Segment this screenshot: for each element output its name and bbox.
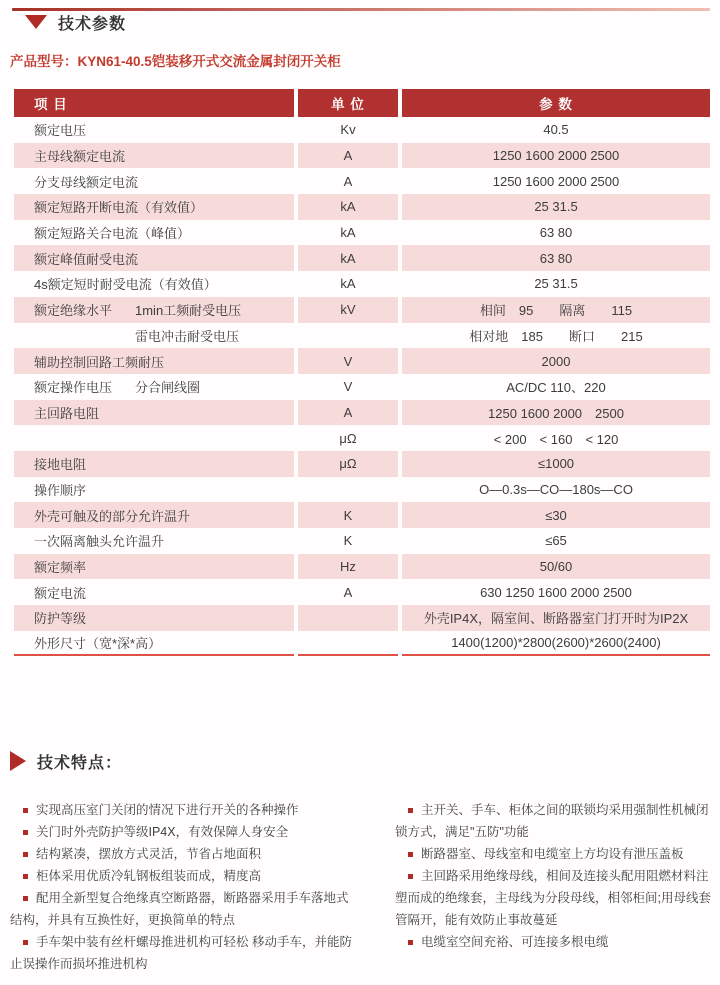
table-row: [14, 323, 706, 349]
table-row: [14, 631, 706, 657]
item-label: 额定操作电压: [34, 380, 113, 396]
cell-param: 25 31.5: [534, 276, 578, 292]
cell-param: 相对地 185 断口 215: [469, 328, 643, 344]
cell-item: [14, 323, 294, 349]
cell-param: ≤1000: [402, 451, 710, 477]
feature-item: 配用全新型复合绝缘真空断路器，断路器采用手车落地式结构，并具有互换性好，更换简单的特点: [10, 891, 349, 928]
cell-param: 1400(1200)*2800(2600)*2600(2400): [402, 631, 710, 657]
feature-item: 主开关、手车、柜体之间的联锁均采用强制性机械闭锁方式，满足"五防"功能: [395, 803, 709, 840]
cell-unit: Hz: [298, 554, 398, 580]
item-sublabel: 分合闸线圈: [135, 380, 201, 396]
cell-param: 相间 95 隔离 115: [402, 297, 710, 323]
bullet-square-icon: [23, 808, 28, 813]
table-row: [14, 425, 706, 451]
cell-param: 2000: [402, 348, 710, 374]
cell-unit: A: [343, 173, 353, 189]
feature-item: 主回路采用绝缘母线，相间及连接头配用阻燃材料注塑而成的绝缘套，主母线为分段母线，相邻柜间;用母线套管隔开，能有效防止事故蔓延: [395, 869, 711, 928]
feature-item: 柜体采用优质冷轧钢板组装而成，精度高: [10, 865, 360, 887]
bullet-square-icon: [408, 874, 413, 879]
cell-unit: K: [298, 502, 398, 528]
cell-param: 63 80: [402, 245, 710, 271]
table-row: [14, 400, 706, 426]
cell-param: ≤30: [402, 502, 710, 528]
cell-param: 1250 1600 2000 2500: [402, 400, 710, 426]
feature-item: 实现高压室门关闭的情况下进行开关的各种操作: [10, 799, 360, 821]
cell-unit: kA: [340, 276, 356, 292]
cell-param: 1250 1600 2000 2500: [402, 143, 710, 169]
cell-unit: A: [298, 400, 398, 426]
table-row: [14, 220, 706, 246]
cell-param: O—0.3s—CO—180s—CO: [479, 481, 633, 497]
cell-unit: V: [343, 379, 353, 395]
cell-item: 防护等级: [14, 605, 294, 631]
item-sublabel: 雷电冲击耐受电压: [135, 328, 240, 344]
cell-item: 额定频率: [14, 554, 294, 580]
cell-item: 额定电流: [34, 585, 87, 601]
col-header-item: 项 目: [14, 89, 294, 117]
product-model: 产品型号：KYN61-40.5铠装移开式交流金属封闭开关柜: [10, 54, 341, 69]
cell-param: 1250 1600 2000 2500: [492, 173, 620, 189]
bullet-square-icon: [408, 808, 413, 813]
table-row: [14, 374, 706, 400]
bullet-square-icon: [23, 940, 28, 945]
table-row: [14, 117, 706, 143]
table-row: [14, 605, 706, 631]
tech-params-section-header: [25, 11, 720, 33]
cell-item: 额定峰值耐受电流: [14, 245, 294, 271]
cell-unit: kA: [298, 245, 398, 271]
cell-item: [14, 297, 294, 323]
cell-item: 外形尺寸（宽*深*高）: [14, 631, 294, 657]
cell-item: 额定短路关合电流（峰值）: [34, 226, 191, 242]
tech-features-section-header: [10, 750, 720, 772]
table-row: [14, 168, 706, 194]
triangle-down-icon: [25, 15, 47, 29]
table-body: [14, 117, 706, 656]
feature-item: 手车架中装有丝杆螺母推进机构可轻松 移动手车，并能防止误操作而损坏推进机构: [10, 935, 352, 972]
cell-param: 50/60: [402, 554, 710, 580]
feature-item: 结构紧凑，摆放方式灵活，节省占地面积: [10, 843, 360, 865]
triangle-right-icon: [10, 751, 26, 771]
cell-unit: kA: [298, 194, 398, 220]
cell-item: 主母线额定电流: [14, 143, 294, 169]
cell-param: AC/DC 110、220: [506, 380, 606, 396]
bullet-square-icon: [23, 874, 28, 879]
col-header-unit: 单 位: [298, 89, 398, 117]
table-row: [14, 528, 706, 554]
cell-param: 63 80: [539, 225, 573, 241]
col-header-param: 参 数: [402, 89, 710, 117]
parameters-table: [14, 89, 706, 656]
cell-param: 630 1250 1600 2000 2500: [480, 584, 632, 600]
cell-item: 辅助控制回路工频耐压: [14, 348, 294, 374]
cell-unit: [298, 605, 398, 631]
cell-item: [14, 425, 294, 451]
table-row: [14, 245, 706, 271]
cell-item: 分支母线额定电流: [34, 174, 139, 190]
cell-unit: A: [343, 584, 353, 600]
bullet-square-icon: [23, 852, 28, 857]
cell-unit: μΩ: [339, 430, 357, 446]
table-row: [14, 348, 706, 374]
cell-unit: V: [298, 348, 398, 374]
cell-item: 额定电压: [34, 123, 87, 139]
cell-param: 40.5: [543, 122, 569, 138]
tech-params-title: 技术参数: [58, 15, 127, 33]
features-columns: [10, 799, 720, 975]
table-row: [14, 502, 706, 528]
cell-param: 25 31.5: [402, 194, 710, 220]
feature-item: 断路器室、母线室和电缆室上方均设有泄压盖板: [395, 843, 715, 865]
cell-item: 额定短路开断电流（有效值）: [14, 194, 294, 220]
bullet-square-icon: [23, 896, 28, 901]
cell-item: 主回路电阻: [14, 400, 294, 426]
feature-item: 电缆室空间充裕、可连接多根电缆: [395, 931, 715, 953]
table-row: [14, 451, 706, 477]
cell-item: 4s额定短时耐受电流（有效值）: [34, 277, 217, 293]
cell-unit: A: [298, 143, 398, 169]
table-header-row: [14, 89, 706, 117]
table-row: [14, 143, 706, 169]
cell-item: 操作顺序: [34, 482, 87, 498]
table-row: [14, 554, 706, 580]
cell-param: 外壳IP4X，隔室间、断路器室门打开时为IP2X: [402, 605, 710, 631]
features-left-column: [10, 799, 360, 975]
features-right-column: [395, 799, 715, 975]
cell-unit: [298, 323, 398, 349]
table-row: [14, 194, 706, 220]
item-label: 额定绝缘水平: [34, 303, 113, 319]
cell-param: < 200 < 160 < 120: [493, 431, 619, 447]
table-row: [14, 297, 706, 323]
tech-features-title: 技术特点：: [37, 754, 123, 772]
cell-item: 接地电阻: [14, 451, 294, 477]
cell-unit: [298, 631, 398, 657]
bullet-square-icon: [408, 940, 413, 945]
table-row: [14, 271, 706, 297]
cell-unit: [298, 477, 398, 503]
cell-unit: μΩ: [298, 451, 398, 477]
cell-item: [14, 374, 294, 400]
cell-unit: Kv: [340, 122, 356, 138]
cell-item: 外壳可触及的部分允许温升: [14, 502, 294, 528]
bullet-square-icon: [23, 830, 28, 835]
cell-item: 一次隔离触头允许温升: [34, 534, 165, 550]
cell-param: ≤65: [545, 533, 567, 549]
cell-unit: kA: [340, 225, 356, 241]
cell-unit: K: [343, 533, 353, 549]
table-row: [14, 579, 706, 605]
item-sublabel: 1min工频耐受电压: [135, 303, 242, 319]
cell-unit: kV: [298, 297, 398, 323]
bullet-square-icon: [408, 852, 413, 857]
feature-item: 关门时外壳防护等级IP4X，有效保障人身安全: [10, 821, 360, 843]
table-row: [14, 477, 706, 503]
